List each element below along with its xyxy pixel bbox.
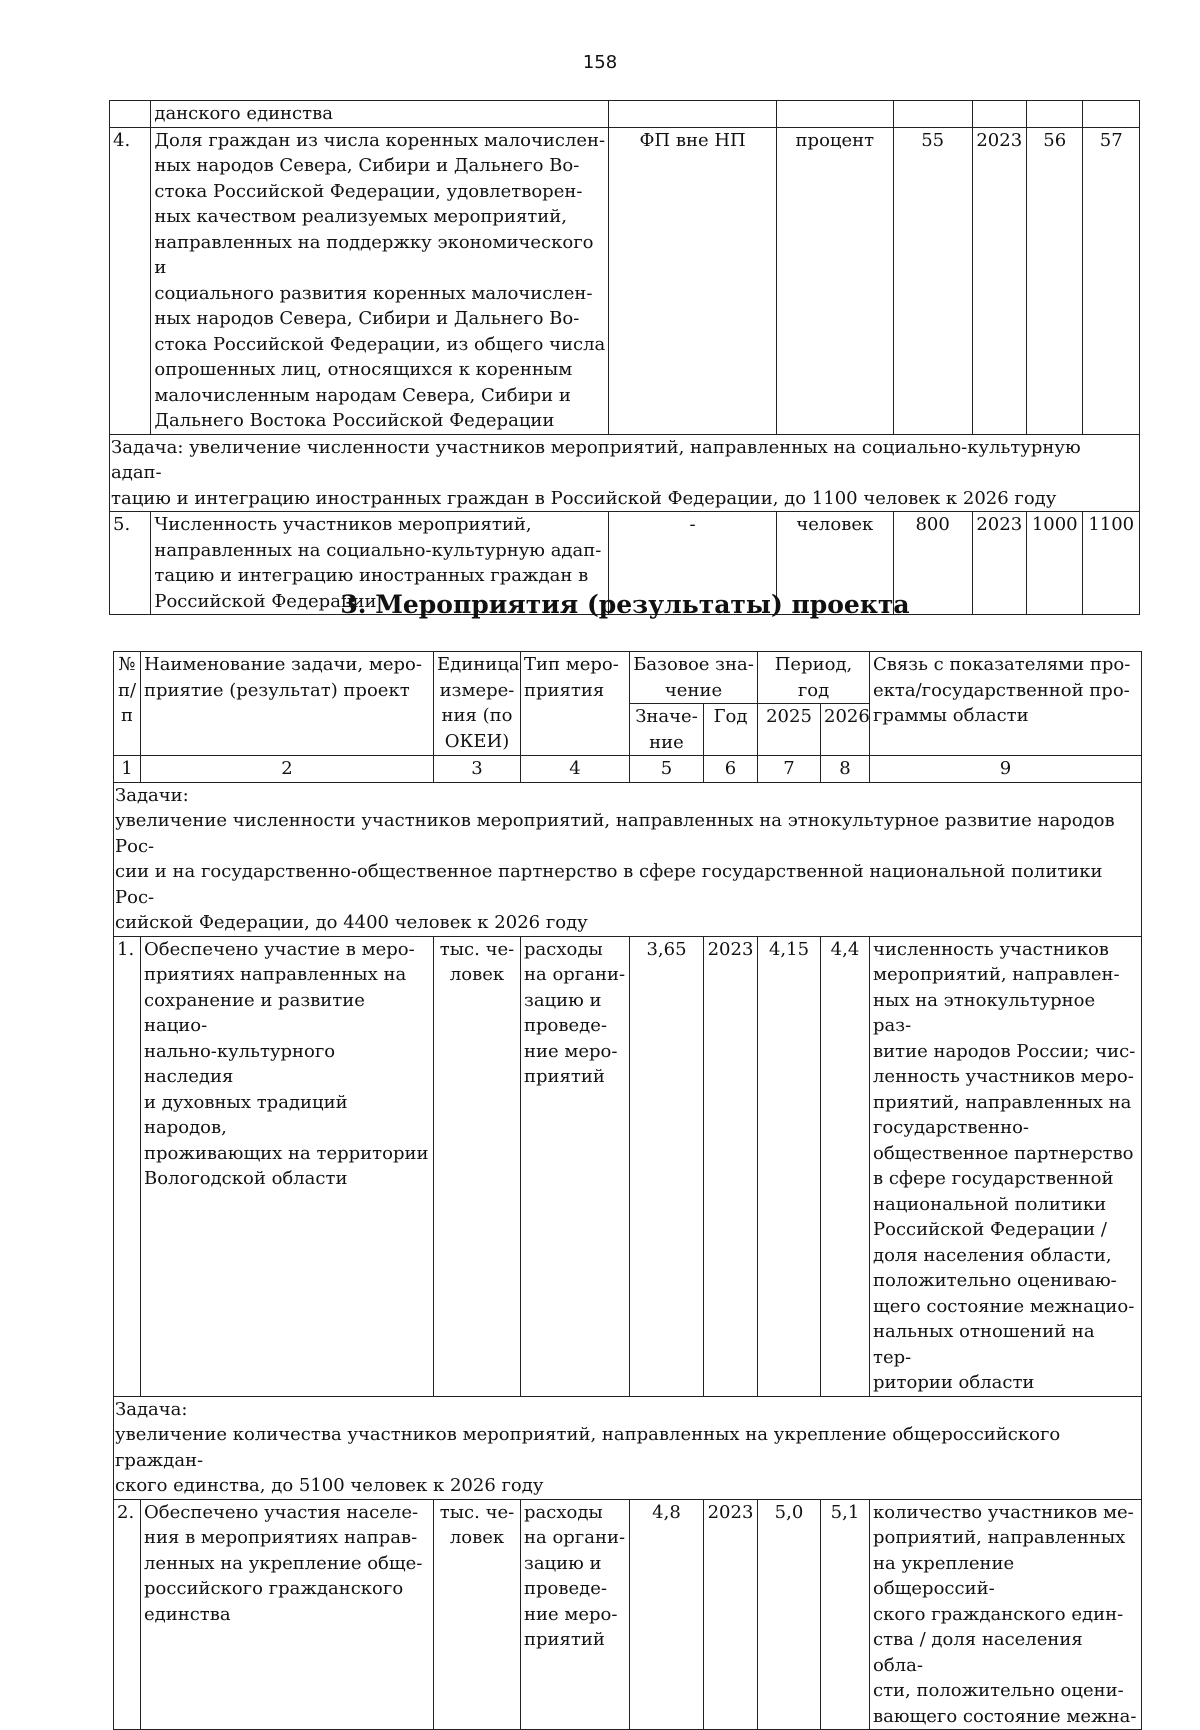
value-2025: 56 [1026,127,1082,434]
activity-type: расходы на органи- зацию и проведе- ние меро- приятий [521,1499,630,1730]
value-2026: 5,1 [821,1499,870,1730]
header-2026: 2026 [821,704,870,756]
page-number: 158 [582,52,618,73]
indicator-link: количество участников ме- роприятий, направленных на укрепление общероссий- ского гражданского един- ства / доля населения обла- сти, положительно оцени- вающего состояние межна- [870,1499,1142,1730]
base-value: 3,65 [630,936,704,1396]
table-row [114,1499,1142,1730]
base-year: 2023 [704,936,758,1396]
value-2025: 1000 [1026,512,1082,615]
column-number: 2 [141,756,434,783]
row-number: 2. [114,1499,141,1730]
header-base-year: Год [704,704,758,756]
table-cell [609,101,776,128]
header-unit: Единица измере- ния (по ОКЕИ) [434,652,521,756]
table-cell [1083,101,1140,128]
header-base: Базовое зна- чение [630,652,758,704]
base-year: 2023 [972,127,1026,434]
table-row [110,127,1140,434]
table-cell [972,101,1026,128]
column-number: 8 [821,756,870,783]
column-number: 1 [114,756,141,783]
column-number: 5 [630,756,704,783]
header-period: Период, год [758,652,870,704]
table-cell [893,101,972,128]
activity-unit: тыс. че- ловек [434,1499,521,1730]
table-cell [776,101,893,128]
header-2025: 2025 [758,704,821,756]
column-number: 9 [870,756,1142,783]
indicator-level: - [609,512,776,615]
base-year: 2023 [972,512,1026,615]
activity-name: Обеспечено участия населе- ния в мероприятиях направ- ленных на укрепление обще- российского гражданского единства [141,1499,434,1730]
indicator-level: ФП вне НП [609,127,776,434]
column-number: 6 [704,756,758,783]
table-row [110,101,1140,128]
indicator-name: Численность участников мероприятий, направленных на социально-культурную адап- тацию и интеграцию иностранных граждан в Российской Федерации [151,512,609,615]
activity-name: Обеспечено участие в меро- приятиях направленных на сохранение и развитие нацио- нально-культурного наследия и духовных традиций народов, проживающих на территории Вологодской области [141,936,434,1396]
table-row [114,936,1142,1396]
indicator-name: Доля граждан из числа коренных малочислен- ных народов Севера, Сибири и Дальнего Во- стока Российской Федерации, удовлетворен- ных качеством реализуемых мероприятий, направленных на поддержку экономического и социального развития коренных малочислен- ных народов Севера, Сибири и Дальнего Во- стока Российской Федерации, из общего числа опрошенных лиц, относящихся к коренным малочисленным народам Севера, Сибири и Дальнего Востока Российской Федерации [151,127,609,434]
base-year: 2023 [704,1499,758,1730]
table-cell [110,101,151,128]
task-row [110,434,1140,512]
header-type: Тип меро- приятия [521,652,630,756]
activity-unit: тыс. че- ловек [434,936,521,1396]
indicator-unit: процент [776,127,893,434]
table-cell [1026,101,1082,128]
task-row [114,782,1142,936]
task-text: Задача: увеличение численности участников мероприятий, направленных на социально-культурную адап- тацию и интеграцию иностранных граждан в Российской Федерации, до 1100 человек к 2026 году [110,434,1140,512]
indicator-unit: человек [776,512,893,615]
value-2025: 5,0 [758,1499,821,1730]
value-2026: 4,4 [821,936,870,1396]
task-row [114,1396,1142,1499]
indicators-table-continued [109,100,1140,615]
activities-table [113,651,1142,1730]
base-value: 55 [893,127,972,434]
section-title: 3. Мероприятия (результаты) проекта [340,590,910,619]
value-2026: 1100 [1083,512,1140,615]
header-name: Наименование задачи, меро- приятие (результат) проект [141,652,434,756]
row-number: 1. [114,936,141,1396]
task-text: Задача: увеличение количества участников мероприятий, направленных на укрепление общероссийского граждан- ского единства, до 5100 человек к 2026 году [114,1396,1142,1499]
activity-type: расходы на органи- зацию и проведе- ние меро- приятий [521,936,630,1396]
table-cell: данского единства [151,101,609,128]
task-text: Задачи: увеличение численности участников мероприятий, направленных на этнокультурное развитие народов Рос- сии и на государственно-общественное партнерство в сфере государственной национальной политики Рос- сийской Федерации, до 4400 человек к 2026 году [114,782,1142,936]
column-number: 3 [434,756,521,783]
header-base-value: Значе- ние [630,704,704,756]
header-link: Связь с показателями про- екта/государственной про- граммы области [870,652,1142,756]
column-number: 4 [521,756,630,783]
header-row [114,652,1142,704]
row-number: 4. [110,127,151,434]
column-number: 7 [758,756,821,783]
base-value: 800 [893,512,972,615]
header-num: № п/ п [114,652,141,756]
column-numbers-row [114,756,1142,783]
value-2025: 4,15 [758,936,821,1396]
value-2026: 57 [1083,127,1140,434]
row-number: 5. [110,512,151,615]
base-value: 4,8 [630,1499,704,1730]
indicator-link: численность участников мероприятий, направлен- ных на этнокультурное раз- витие народов России; чис- ленность участников меро- приятий, направленных на государственно- общественное партнерство в сфере государственной национальной политики Российской Федерации / доля населения области, положительно оцениваю- щего состояние межнацио- нальных отношений на тер- ритории области [870,936,1142,1396]
